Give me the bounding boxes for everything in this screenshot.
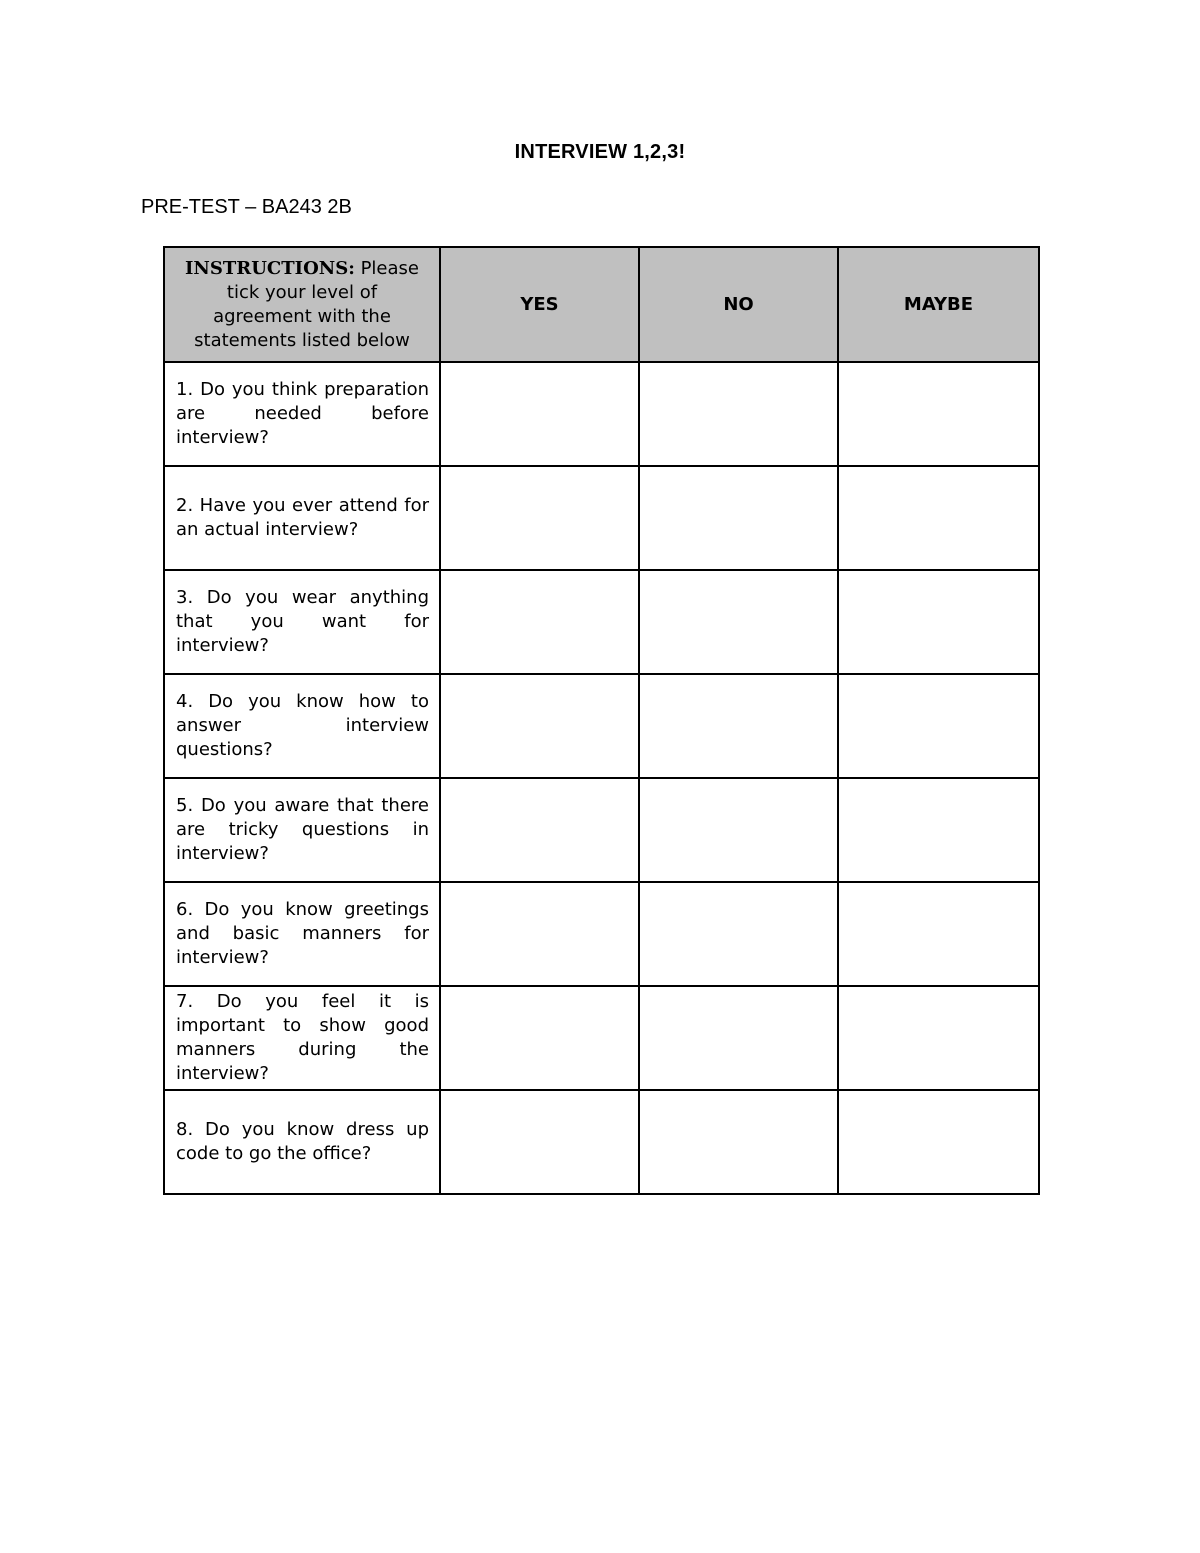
answer-cell-no[interactable] <box>639 778 838 882</box>
table-row <box>164 674 1039 778</box>
answer-cell-maybe[interactable] <box>838 986 1039 1090</box>
answer-cell-no[interactable] <box>639 570 838 674</box>
instructions-label: INSTRUCTIONS: <box>185 257 355 279</box>
survey-table <box>163 246 1040 1195</box>
answer-cell-no[interactable] <box>639 674 838 778</box>
column-header-yes: YES <box>440 247 639 362</box>
answer-cell-maybe[interactable] <box>838 674 1039 778</box>
instructions-text: Please tick your level of agreement with the statements listed below <box>194 257 419 351</box>
page-subtitle: PRE-TEST – BA243 2B <box>141 196 352 218</box>
answer-cell-yes[interactable] <box>440 778 639 882</box>
column-header-no: NO <box>639 247 838 362</box>
question-cell: 7. Do you feel it is important to show good manners during the interview? <box>164 986 440 1090</box>
table-row <box>164 1090 1039 1194</box>
instructions-cell <box>164 247 440 362</box>
answer-cell-maybe[interactable] <box>838 362 1039 466</box>
question-cell: 5. Do you aware that there are tricky questions in interview? <box>164 778 440 882</box>
answer-cell-yes[interactable] <box>440 362 639 466</box>
question-cell: 6. Do you know greetings and basic manners for interview? <box>164 882 440 986</box>
table-header-row <box>164 247 1039 362</box>
answer-cell-no[interactable] <box>639 466 838 570</box>
answer-cell-yes[interactable] <box>440 1090 639 1194</box>
answer-cell-yes[interactable] <box>440 986 639 1090</box>
answer-cell-maybe[interactable] <box>838 778 1039 882</box>
question-cell: 4. Do you know how to answer interview questions? <box>164 674 440 778</box>
answer-cell-yes[interactable] <box>440 674 639 778</box>
answer-cell-no[interactable] <box>639 986 838 1090</box>
question-cell: 1. Do you think preparation are needed before interview? <box>164 362 440 466</box>
answer-cell-maybe[interactable] <box>838 466 1039 570</box>
answer-cell-yes[interactable] <box>440 466 639 570</box>
answer-cell-maybe[interactable] <box>838 1090 1039 1194</box>
answer-cell-maybe[interactable] <box>838 882 1039 986</box>
page-title: INTERVIEW 1,2,3! <box>514 141 686 163</box>
table-row <box>164 466 1039 570</box>
answer-cell-no[interactable] <box>639 1090 838 1194</box>
table-row <box>164 986 1039 1090</box>
table-row <box>164 882 1039 986</box>
answer-cell-no[interactable] <box>639 882 838 986</box>
question-cell: 3. Do you wear anything that you want for interview? <box>164 570 440 674</box>
table-row <box>164 362 1039 466</box>
answer-cell-yes[interactable] <box>440 882 639 986</box>
question-cell: 8. Do you know dress up code to go the office? <box>164 1090 440 1194</box>
answer-cell-yes[interactable] <box>440 570 639 674</box>
column-header-maybe: MAYBE <box>838 247 1039 362</box>
answer-cell-maybe[interactable] <box>838 570 1039 674</box>
question-cell: 2. Have you ever attend for an actual interview? <box>164 466 440 570</box>
answer-cell-no[interactable] <box>639 362 838 466</box>
table-row <box>164 778 1039 882</box>
table-row <box>164 570 1039 674</box>
